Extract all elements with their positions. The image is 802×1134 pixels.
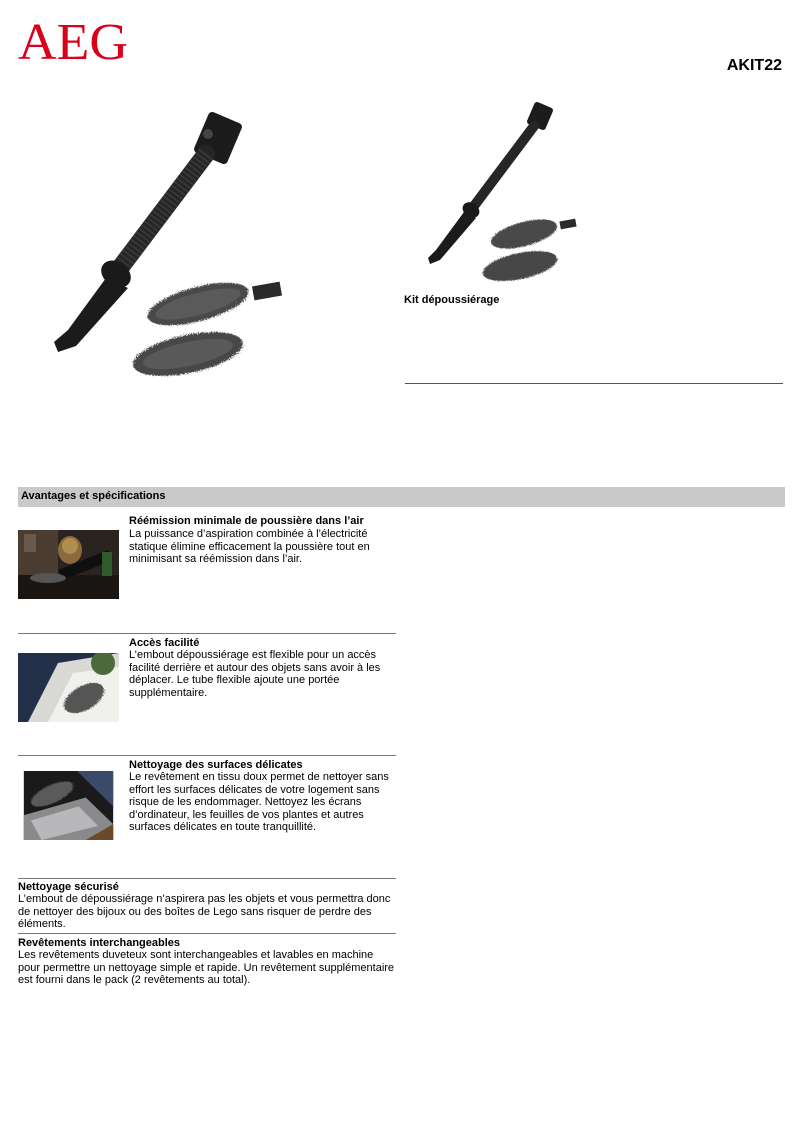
feature-text: Les revêtements duveteux sont interchangeables et lavables en machine pour permettre un nettoyage simple et rapide. Un revêtement supplémentaire est fourni dans le pack (2 revêtements au total).	[18, 949, 395, 987]
feature-title: Nettoyage sécurisé	[18, 881, 119, 893]
product-hero-image	[48, 108, 298, 386]
feature-title: Revêtements interchangeables	[18, 937, 181, 949]
feature-title: Accès facilité	[129, 637, 200, 649]
feature-title: Nettoyage des surfaces délicates	[129, 759, 303, 771]
feature-image-access	[18, 653, 119, 722]
aeg-logo	[18, 14, 130, 66]
feature-text: L’embout dépoussiérage est flexible pour un accès facilité derrière et autour des objets sans avoir à les déplacer. Le tube flexible ajoute une portée supplémentaire.	[129, 649, 381, 699]
section-title: Avantages et spécifications	[21, 490, 166, 502]
divider	[18, 933, 396, 934]
feature-title: Réémission minimale de poussière dans l’air	[129, 515, 364, 527]
divider	[18, 633, 396, 634]
section-header	[18, 487, 785, 507]
feature-image-screen	[18, 771, 119, 840]
svg-text:AEG: AEG	[18, 14, 128, 66]
divider	[18, 755, 396, 756]
model-number: AKIT22	[726, 57, 782, 74]
product-side-image	[424, 100, 592, 286]
divider	[18, 878, 396, 879]
feature-text: La puissance d’aspiration combinée à l’électricité statique élimine efficacement la poussière tout en minimisant sa réémission dans l’air.	[129, 528, 370, 566]
feature-text: L’embout de dépoussiérage n’aspirera pas les objets et vous permettra donc de nettoyer des bijoux ou des boîtes de Lego sans risquer de perdre des éléments.	[18, 893, 391, 931]
divider	[405, 383, 783, 384]
product-name: Kit dépoussiérage	[404, 294, 500, 306]
feature-image-dust	[18, 530, 119, 599]
feature-text: Le revêtement en tissu doux permet de nettoyer sans effort les surfaces délicates de votre logement sans risque de les endommager. Nettoyez les écrans d’ordinateur, les feuilles de vos plantes et autres surfaces délicates en toute tranquillité.	[129, 771, 389, 834]
